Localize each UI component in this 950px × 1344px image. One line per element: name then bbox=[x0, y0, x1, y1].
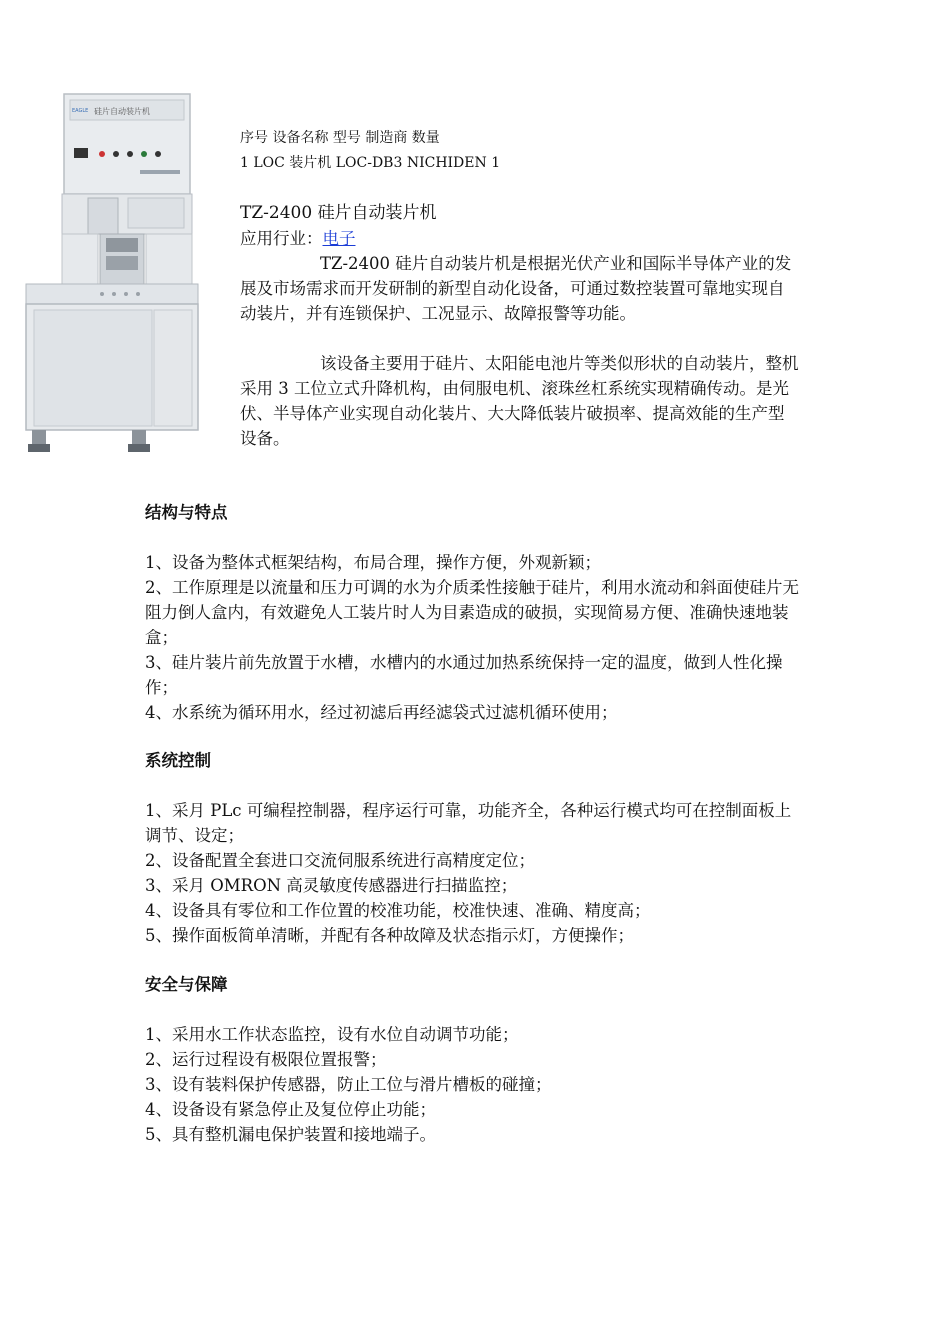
list-item: 5、操作面板简单清晰，并配有各种故障及状态指示灯，方便操作； bbox=[145, 926, 634, 945]
industry-line bbox=[240, 226, 800, 251]
machine-panel-label: 硅片自动装片机 bbox=[94, 107, 150, 116]
list-item: 2、工作原理是以流量和压力可调的水为介质柔性接触于硅片，利用水流动和斜面使硅片无阻力倒人盒内，有效避免人工装片时人为目素造成的破损，实现简易方便、准确快速地装盒； bbox=[145, 578, 799, 647]
list-item: 1、设备为整体式框架结构，布局合理，操作方便，外观新颖； bbox=[145, 553, 601, 572]
list-item: 3、设有装料保护传感器，防止工位与滑片槽板的碰撞； bbox=[145, 1075, 552, 1094]
list-item: 4、设备设有紧急停止及复位停止功能； bbox=[145, 1100, 436, 1119]
machine-brand-logo: EAGLE bbox=[72, 108, 89, 114]
product-intro-paragraph-2: 该设备主要用于硅片、太阳能电池片等类似形状的自动装片，整机采用 3 工位立式升降机构，由伺服电机、滚珠丝杠系统实现精确传动。是光伏、半导体产业实现自动化装片、大大降低装片破损率、提高效能的生产型设备。 bbox=[240, 354, 799, 448]
machine-image bbox=[22, 88, 202, 478]
list-item: 4、水系统为循环用水，经过初滤后再经滤袋式过滤机循环使用； bbox=[145, 703, 618, 722]
spec-table-header: 序号 设备名称 型号 制造商 数量 bbox=[240, 130, 440, 146]
section-structure bbox=[145, 500, 807, 725]
section-control bbox=[145, 748, 807, 948]
product-title: TZ-2400 硅片自动装片机 bbox=[240, 203, 437, 223]
list-item: 5、具有整机漏电保护装置和接地端子。 bbox=[145, 1125, 436, 1144]
product-intro-paragraph-1: TZ-2400 硅片自动装片机是根据光伏产业和国际半导体产业的发展及市场需求而开发研制的新型自动化设备，可通过数控装置可靠地实现自动装片，并有连锁保护、工况显示、故障报警等功能。 bbox=[240, 254, 792, 323]
list-item: 4、设备具有零位和工作位置的校准功能，校准快速、准确、精度高； bbox=[145, 901, 651, 920]
list-item: 1、采月 PLc 可编程控制器，程序运行可靠，功能齐全，各种运行模式均可在控制面板上调节、设定； bbox=[145, 801, 792, 845]
list-item: 2、运行过程设有极限位置报警； bbox=[145, 1050, 387, 1069]
list-item: 3、采月 OMRON 高灵敏度传感器进行扫描监控； bbox=[145, 876, 518, 895]
section-heading-structure: 结构与特点 bbox=[145, 503, 228, 522]
list-item: 1、采用水工作状态监控，设有水位自动调节功能； bbox=[145, 1025, 519, 1044]
list-item: 2、设备配置全套进口交流伺服系统进行高精度定位； bbox=[145, 851, 535, 870]
section-heading-control: 系统控制 bbox=[145, 751, 211, 770]
list-item: 3、硅片装片前先放置于水槽，水槽内的水通过加热系统保持一定的温度，做到人性化操作； bbox=[145, 653, 783, 697]
section-heading-safety: 安全与保障 bbox=[145, 975, 228, 994]
industry-link[interactable]: 电子 bbox=[322, 229, 356, 248]
industry-label: 应用行业： bbox=[240, 229, 323, 248]
spec-table-row: 1 LOC 装片机 LOC-DB3 NICHIDEN 1 bbox=[240, 155, 501, 171]
section-safety bbox=[145, 972, 807, 1147]
